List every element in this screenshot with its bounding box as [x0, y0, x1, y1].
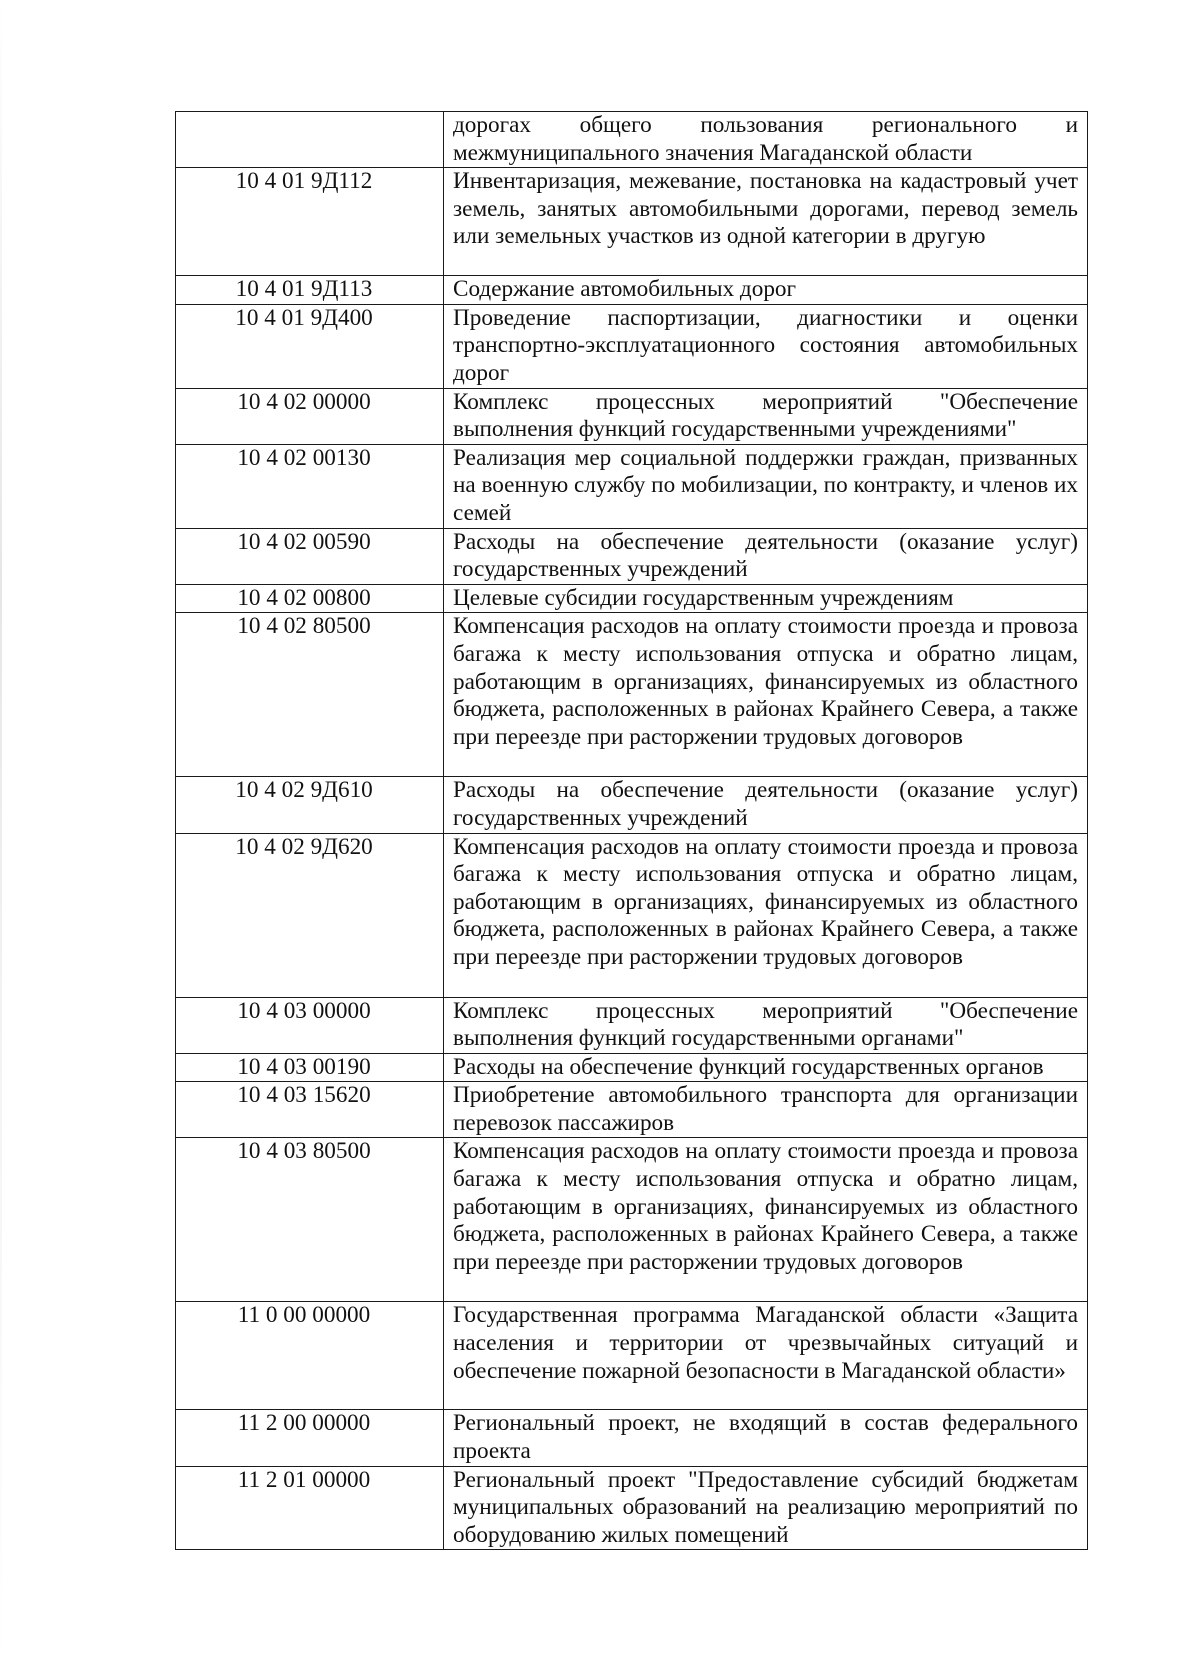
- table-body: [176, 112, 1088, 1550]
- table-row: [176, 1053, 1088, 1082]
- row-code: 11 0 00 00000: [176, 1302, 444, 1410]
- budget-code-table: [175, 111, 1088, 1550]
- table-row: [176, 1466, 1088, 1550]
- table-row: [176, 304, 1088, 388]
- row-code: 10 4 01 9Д112: [176, 168, 444, 276]
- row-description: Содержание автомобильных дорог: [444, 276, 1088, 305]
- row-code: 10 4 02 9Д620: [176, 833, 444, 997]
- row-code: 10 4 02 00130: [176, 444, 444, 528]
- table-row: [176, 613, 1088, 777]
- table-row: [176, 777, 1088, 833]
- row-description: Расходы на обеспечение деятельности (оказание услуг) государственных учреждений: [444, 528, 1088, 584]
- row-description: Комплекс процессных мероприятий "Обеспечение выполнения функций государственными органами": [444, 997, 1088, 1053]
- row-description: Региональный проект "Предоставление субсидий бюджетам муниципальных образований на реализацию мероприятий по оборудованию жилых помещений: [444, 1466, 1088, 1550]
- row-description: Региональный проект, не входящий в состав федерального проекта: [444, 1410, 1088, 1466]
- row-code: 10 4 02 00000: [176, 388, 444, 444]
- row-code: 10 4 01 9Д400: [176, 304, 444, 388]
- scan-edge-shadow: [0, 0, 2, 1665]
- table-row: [176, 388, 1088, 444]
- row-description: Компенсация расходов на оплату стоимости проезда и провоза багажа к месту использования отпуска и обратно лицам, работающим в организациях, финансируемых из областного бюджета, расположенных в районах Крайнего Севера, а также при переезде при расторжении трудовых договоров: [444, 833, 1088, 997]
- table-row: [176, 1138, 1088, 1302]
- row-description: Расходы на обеспечение деятельности (оказание услуг) государственных учреждений: [444, 777, 1088, 833]
- row-description: Проведение паспортизации, диагностики и оценки транспортно-эксплуатационного состояния автомобильных дорог: [444, 304, 1088, 388]
- table-row: [176, 833, 1088, 997]
- row-code: 10 4 01 9Д113: [176, 276, 444, 305]
- row-code: 10 4 03 80500: [176, 1138, 444, 1302]
- table-row: [176, 112, 1088, 168]
- table-row: [176, 1302, 1088, 1410]
- table-row: [176, 444, 1088, 528]
- row-code: 10 4 03 00000: [176, 997, 444, 1053]
- row-code: 11 2 00 00000: [176, 1410, 444, 1466]
- row-code: [176, 112, 444, 168]
- row-description: Приобретение автомобильного транспорта для организации перевозок пассажиров: [444, 1082, 1088, 1138]
- row-code: 10 4 03 15620: [176, 1082, 444, 1138]
- row-description: Инвентаризация, межевание, постановка на кадастровый учет земель, занятых автомобильными дорогами, перевод земель или земельных участков из одной категории в другую: [444, 168, 1088, 276]
- row-description: Компенсация расходов на оплату стоимости проезда и провоза багажа к месту использования отпуска и обратно лицам, работающим в организациях, финансируемых из областного бюджета, расположенных в районах Крайнего Севера, а также при переезде при расторжении трудовых договоров: [444, 1138, 1088, 1302]
- table-row: [176, 528, 1088, 584]
- row-code: 10 4 02 9Д610: [176, 777, 444, 833]
- table-row: [176, 584, 1088, 613]
- table-row: [176, 1410, 1088, 1466]
- row-code: 10 4 03 00190: [176, 1053, 444, 1082]
- row-code: 10 4 02 00800: [176, 584, 444, 613]
- row-code: 10 4 02 80500: [176, 613, 444, 777]
- row-description: Реализация мер социальной поддержки граждан, призванных на военную службу по мобилизации, по контракту, и членов их семей: [444, 444, 1088, 528]
- row-code: 11 2 01 00000: [176, 1466, 444, 1550]
- row-description: дорогах общего пользования регионального и межмуниципального значения Магаданской области: [444, 112, 1088, 168]
- table-row: [176, 997, 1088, 1053]
- row-description: Расходы на обеспечение функций государственных органов: [444, 1053, 1088, 1082]
- row-description: Государственная программа Магаданской области «Защита населения и территории от чрезвычайных ситуаций и обеспечение пожарной безопасности в Магаданской области»: [444, 1302, 1088, 1410]
- row-code: 10 4 02 00590: [176, 528, 444, 584]
- row-description: Компенсация расходов на оплату стоимости проезда и провоза багажа к месту использования отпуска и обратно лицам, работающим в организациях, финансируемых из областного бюджета, расположенных в районах Крайнего Севера, а также при переезде при расторжении трудовых договоров: [444, 613, 1088, 777]
- row-description: Целевые субсидии государственным учреждениям: [444, 584, 1088, 613]
- table-row: [176, 168, 1088, 276]
- table-row: [176, 1082, 1088, 1138]
- row-description: Комплекс процессных мероприятий "Обеспечение выполнения функций государственными учреждениями": [444, 388, 1088, 444]
- table-row: [176, 276, 1088, 305]
